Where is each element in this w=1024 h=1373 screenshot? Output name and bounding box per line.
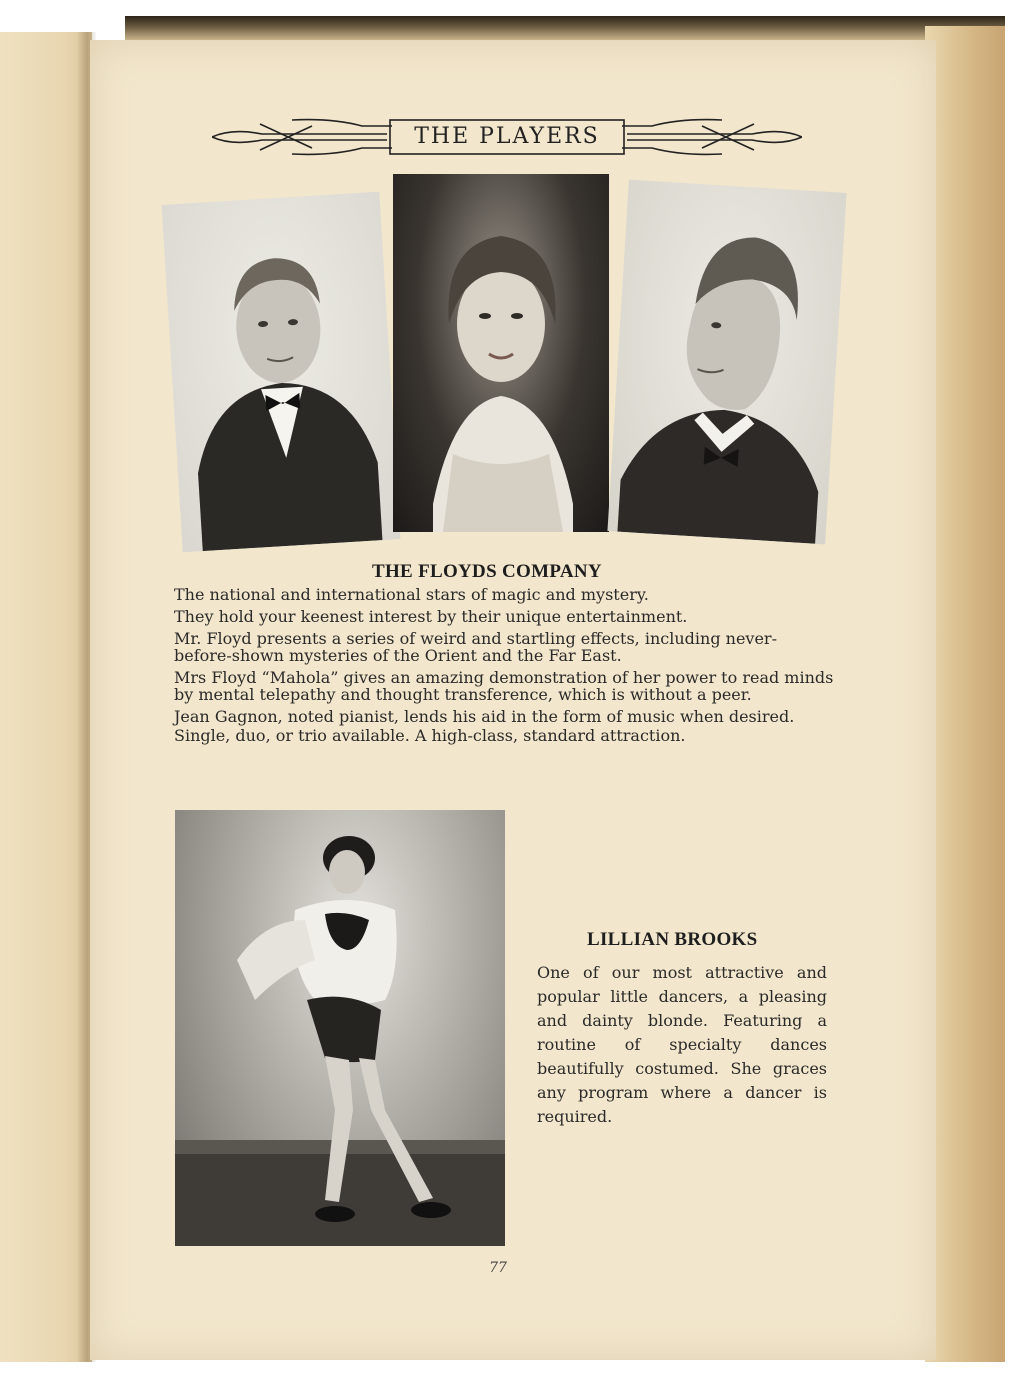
portrait-woman-image — [393, 174, 609, 532]
dancer-photo-lillian-brooks — [175, 810, 505, 1246]
portrait-photo-mrs-floyd — [393, 174, 609, 532]
floyds-company-title: THE FLOYDS COMPANY — [372, 561, 602, 582]
dancer-image — [175, 810, 505, 1246]
lillian-brooks-description: One of our most attractive and popular little dancers, a pleasing and dainty blonde. Featuring a routine of specialty dances beautifully costumed. She graces any program where a dancer is required. — [537, 963, 827, 1126]
floyds-paragraph: They hold your keenest interest by their unique entertainment. — [174, 607, 688, 626]
portrait-photo-mr-floyd — [162, 192, 401, 553]
page-header-ornament — [212, 112, 802, 162]
floyds-paragraph: Single, duo, or trio available. A high-class, standard attraction. — [174, 726, 686, 745]
portrait-man-bow-tie-image — [162, 192, 401, 553]
book-top-board — [125, 16, 1005, 40]
floyds-paragraph: Mrs Floyd “Mahola” gives an amazing demonstration of her power to read minds by mental telepathy and thought transference, which is without a peer. — [174, 668, 834, 704]
floyds-paragraph: The national and international stars of magic and mystery. — [174, 585, 649, 604]
floyds-paragraph: Jean Gagnon, noted pianist, lends his aid in the form of music when desired. — [174, 707, 795, 726]
floyds-paragraph: Mr. Floyd presents a series of weird and startling effects, including never-before-shown mysteries of the Orient and the Far East. — [174, 629, 777, 665]
floyds-company-description — [174, 586, 834, 749]
portrait-photo-jean-gagnon — [607, 180, 846, 545]
page-number: 77 — [489, 1260, 507, 1276]
portrait-man-profile-image — [607, 180, 846, 545]
header-title: THE PLAYERS — [414, 124, 600, 149]
book-right-page-edges — [925, 26, 1005, 1362]
lillian-brooks-title: LILLIAN BROOKS — [587, 929, 758, 950]
